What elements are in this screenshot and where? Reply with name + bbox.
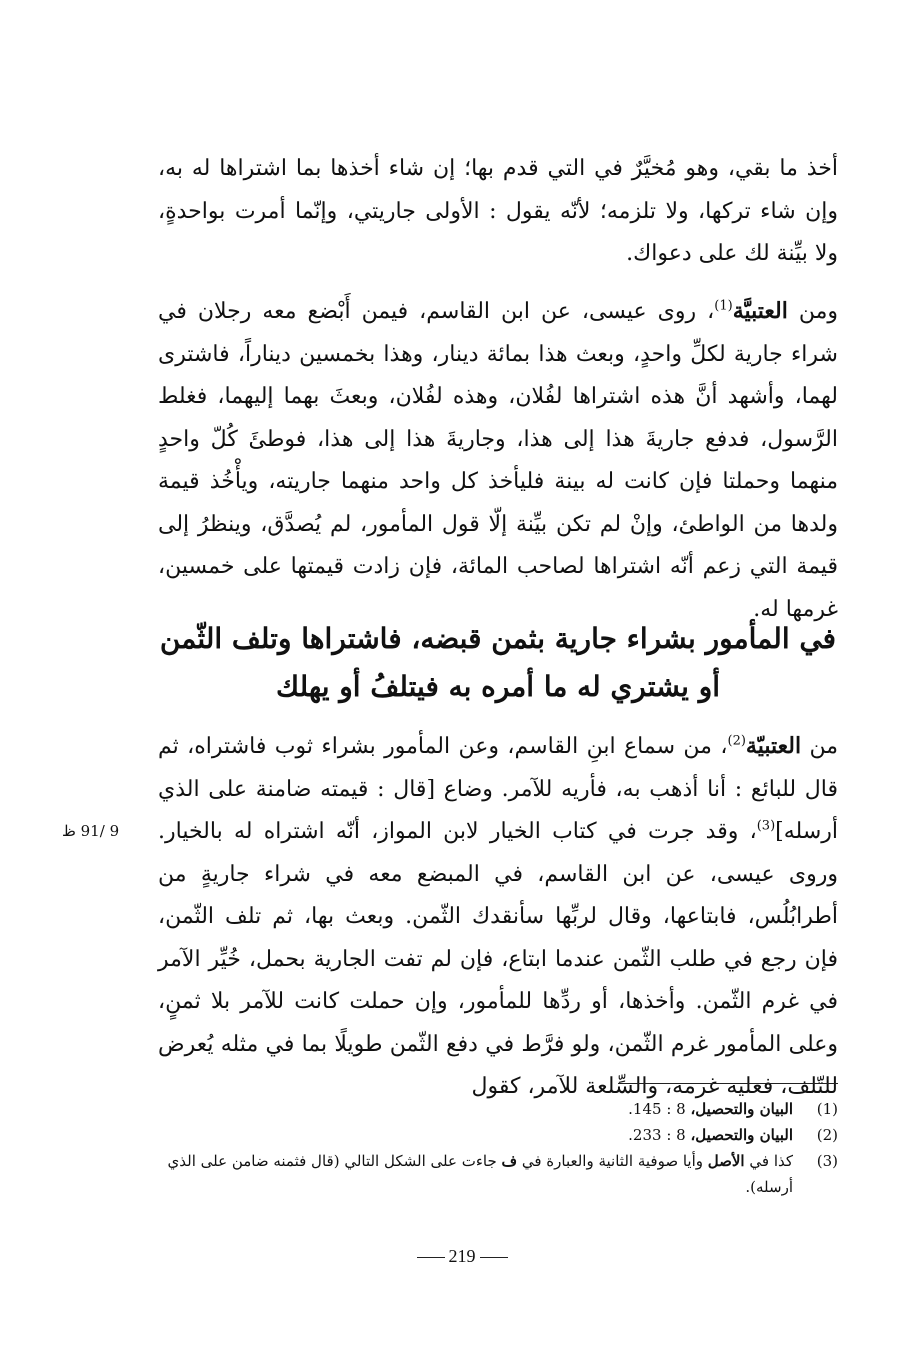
footnote-source: البيان والتحصيل، bbox=[690, 1126, 793, 1144]
footnote-number: (2) bbox=[816, 1126, 838, 1144]
paragraph-3-text-b: ، وقد جرت في كتاب الخيار لابن المواز، أنّه اشتراه له بالخيار. وروى عيسى، عن ابن القاسم، في المبضع معه في شراء جاريةٍ من أطرابُلُس، فابتاعها، وقال لربِّها سأنقدك الثّمن. وبعث بها، ثم تلف الثّمن، فإن رجع في طلب الثّمن عندما ابتاع، فإن لم تفت الجارية بحمل، خُيِّر الآمر في غرم الثّمن. وأخذها، أو ردِّها للمأمور، وإن حملت كانت للآمر بلا ثمنٍ، وعلى المأمور غرم الثّمن، ولو فرَّط في دفع الثّمن طويلًا بما في مثله يُعرض للتّلف، فعليه غرمه، والسِّلعة للآمر، كقول bbox=[158, 819, 838, 1099]
footnote-text bbox=[158, 1148, 793, 1200]
paragraph-2 bbox=[158, 290, 838, 631]
footnote-text bbox=[158, 1096, 793, 1122]
footnote bbox=[158, 1122, 838, 1148]
footnote-number: (3) bbox=[816, 1152, 838, 1170]
page-number bbox=[0, 1246, 924, 1267]
paragraph-3-lead: من bbox=[809, 734, 839, 759]
section-heading-line-1: في المأمور بشراء جارية بثمن قبضه، فاشتراها وتلف الثّمن bbox=[159, 622, 837, 655]
page-number-dash bbox=[480, 1257, 508, 1258]
footnote-source: البيان والتحصيل، bbox=[690, 1100, 793, 1118]
footnote-emphasis: الأصل bbox=[707, 1152, 745, 1170]
page-number-value: 219 bbox=[448, 1246, 476, 1266]
source-citation: العتبيَّة bbox=[732, 298, 788, 324]
footnote-reference: 8 : 145. bbox=[628, 1100, 686, 1118]
footnote-text-part: كذا في bbox=[749, 1152, 793, 1170]
paragraph-1 bbox=[158, 148, 838, 276]
footnote bbox=[158, 1148, 838, 1200]
footnote-reference: 8 : 233. bbox=[628, 1126, 686, 1144]
paragraph-1-text: أخذ ما بقي، وهو مُخيَّرٌ في التي قدم بها؛ إن شاء أخذها بما اشتراها له به، وإن شاء تركها، ولا تلزمه؛ لأنّه يقول : الأولى جاريتي، وإنّما أمرت بواحدةٍ، ولا بيِّنة لك على دعواك. bbox=[158, 156, 838, 266]
manuscript-folio-note: 9 /91 ظ bbox=[62, 822, 120, 840]
section-heading bbox=[158, 615, 838, 711]
footnote-text-part: جاءت على الشكل التالي (قال فثمنه ضامن على الذي أرسله). bbox=[167, 1152, 793, 1196]
paragraph-3-text-a: ، من سماع ابنِ القاسم، وعن المأمور بشراء ثوب فاشتراه، ثم قال للبائع : أنا أذهب به، فأريه للآمر. وضاع [قال : قيمته ضامنة على الذي أرسله] bbox=[158, 734, 838, 844]
source-citation: العتبيّة bbox=[745, 733, 802, 759]
page-number-dash bbox=[417, 1257, 445, 1258]
paragraph-3 bbox=[158, 725, 838, 1109]
footnote-ref-3: (3) bbox=[756, 818, 776, 834]
footnote-divider bbox=[618, 1083, 838, 1084]
footnote-ref-1: (1) bbox=[714, 298, 733, 314]
footnote-number: (1) bbox=[816, 1100, 838, 1118]
footnote-text bbox=[158, 1122, 793, 1148]
footnotes bbox=[158, 1096, 838, 1200]
footnote-text-part: وأيا صوفية الثانية والعبارة في bbox=[521, 1152, 703, 1170]
paragraph-2-lead: ومن bbox=[798, 299, 838, 324]
section-heading-line-2: أو يشتري له ما أمره به فيتلفُ أو يهلك bbox=[275, 670, 721, 703]
footnote-emphasis: ف bbox=[501, 1152, 518, 1170]
footnote bbox=[158, 1096, 838, 1122]
footnote-ref-2: (2) bbox=[727, 733, 746, 749]
paragraph-2-text: ، روى عيسى، عن ابن القاسم، فيمن أَبْضع معه رجلان في شراء جارية لكلِّ واحدٍ، وبعث هذا بمائة دينار، وهذا بخمسين ديناراً، فاشترى لهما، وأشهد أنَّ هذه اشتراها لفُلان، وهذه لفُلان، وبعثَ بهما إليهما، فغلط الرَّسول، فدفع جاريةَ هذا إلى هذا، وجاريةَ هذا إلى هذا، فوطئَ كُلّ واحدٍ منهما وحملتا فإن كانت له بينة فليأخذ كل واحد منهما جاريته، ويأْخُذ قيمة ولدها من الواطئ، وإنْ لم تكن بيِّنة إلّا قول المأمور، لم يُصدَّق، وينظرُ إلى قيمة التي زعم أنّه اشتراها لصاحب المائة، فإن زادت قيمتها على خمسين، غرمها له. bbox=[158, 299, 838, 622]
